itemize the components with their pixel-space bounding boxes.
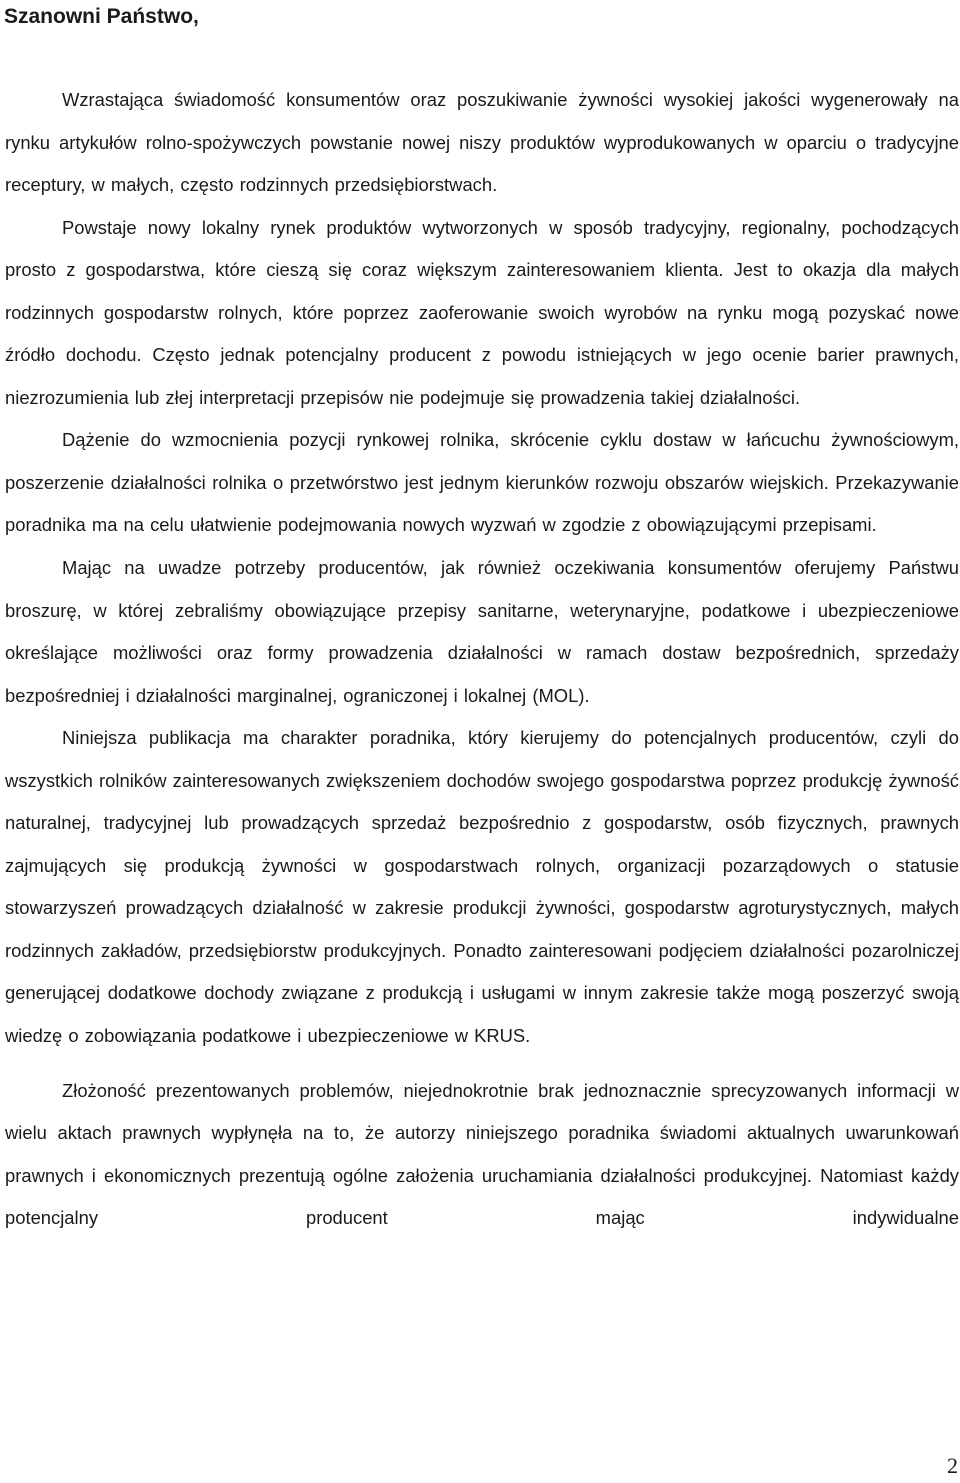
paragraph-6: Złożoność prezentowanych problemów, niejednokrotnie brak jednoznacznie sprecyzowanych informacji w wielu aktach prawnych wypłynęła na to, że autorzy niniejszego poradnika świadomi aktualnych uwarunkowań prawnych i ekonomicznych prezentują ogólne założenia uruchamiania działalności produkcyjnej. Natomiast każdy potencjalny producent mając indywidualne	[5, 1079, 959, 1229]
paragraph-4: Mając na uwadze potrzeby producentów, jak również oczekiwania konsumentów oferujemy Państwu broszurę, w której zebraliśmy obowiązujące przepisy sanitarne, weterynaryjne, podatkowe i ubezpieczeniowe określające możliwości oraz formy prowadzenia działalności w ramach dostaw bezpośrednich, sprzedaży bezpośredniej i działalności marginalnej, ograniczonej i lokalnej (MOL).	[5, 557, 959, 706]
document-body	[5, 79, 959, 1240]
paragraph-5: Niniejsza publikacja ma charakter poradnika, który kierujemy do potencjalnych producentów, czyli do wszystkich rolników zainteresowanych zwiększeniem dochodów swojego gospodarstwa poprzez produkcję żywność naturalnej, tradycyjnej lub prowadzących sprzedaż bezpośrednio z gospodarstw, osób fizycznych, prawnych zajmujących się produkcją żywności w gospodarstwach rolnych, organizacji pozarządowych o statusie stowarzyszeń prowadzących działalność w zakresie produkcji żywności, gospodarstw agroturystycznych, małych rodzinnych zakładów, przedsiębiorstw produkcyjnych. Ponadto zainteresowani podjęciem działalności pozarolniczej generującej dodatkowe dochody związane z produkcją i usługami w innym zakresie także mogą poszerzyć swoją wiedzę o zobowiązania podatkowe i ubezpieczeniowe w KRUS.	[5, 727, 959, 1047]
greeting-heading: Szanowni Państwo,	[4, 5, 199, 28]
page-number: 2	[947, 1453, 958, 1478]
paragraph-2: Powstaje nowy lokalny rynek produktów wytworzonych w sposób tradycyjny, regionalny, pochodzących prosto z gospodarstwa, które cieszą się coraz większym zainteresowaniem klienta. Jest to okazja dla małych rodzinnych gospodarstw rolnych, które poprzez zaoferowanie swoich wyrobów na rynku mogą pozyskać nowe źródło dochodu. Często jednak potencjalny producent z powodu istniejących w jego ocenie barier prawnych, niezrozumienia lub złej interpretacji przepisów nie podejmuje się prowadzenia takiej działalności.	[5, 216, 959, 408]
paragraph-1: Wzrastająca świadomość konsumentów oraz poszukiwanie żywności wysokiej jakości wygenerowały na rynku artykułów rolno-spożywczych powstanie nowej niszy produktów wyprodukowanych w oparciu o tradycyjne receptury, w małych, często rodzinnych przedsiębiorstwach.	[5, 89, 959, 196]
paragraph-3: Dążenie do wzmocnienia pozycji rynkowej rolnika, skrócenie cyklu dostaw w łańcuchu żywnościowym, poszerzenie działalności rolnika o przetwórstwo jest jednym kierunków rozwoju obszarów wiejskich. Przekazywanie poradnika ma na celu ułatwienie podejmowania nowych wyzwań w zgodzie z obowiązującymi przepisami.	[5, 429, 959, 536]
